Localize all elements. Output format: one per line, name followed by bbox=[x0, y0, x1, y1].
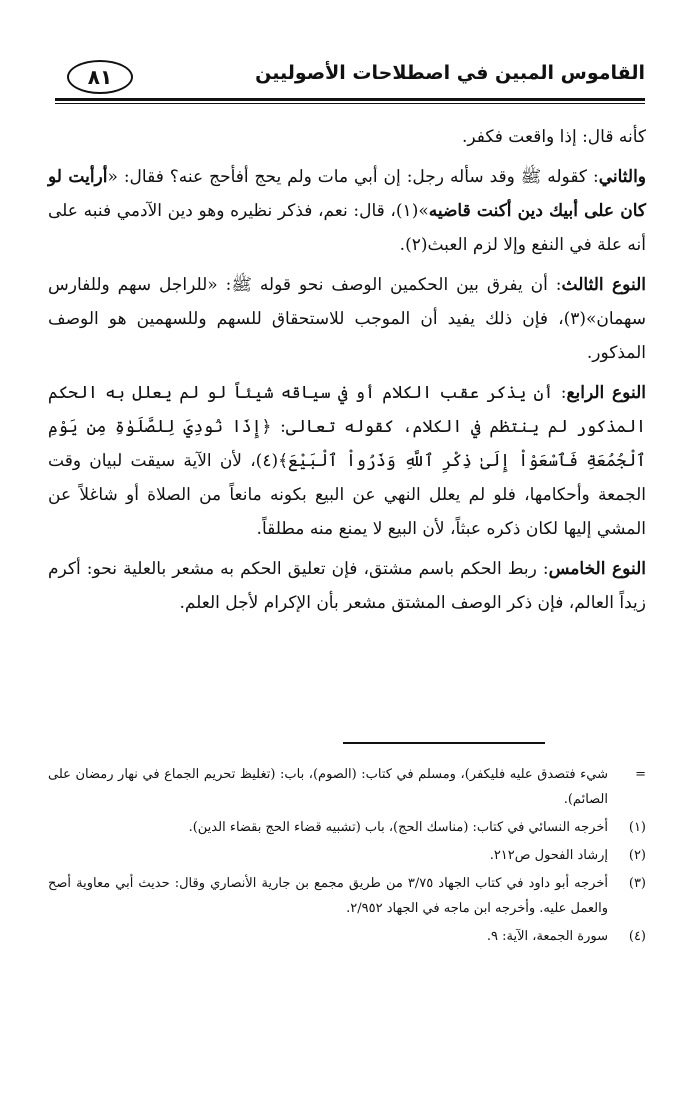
page-header bbox=[55, 58, 645, 98]
header-rule-thin bbox=[55, 103, 645, 104]
paragraph-lead: والثاني bbox=[598, 167, 647, 187]
book-title: القاموس المبين في اصطلاحات الأصوليين bbox=[255, 62, 645, 84]
footnote-item bbox=[48, 924, 646, 949]
paragraph-second bbox=[48, 160, 646, 262]
paragraph-type-four bbox=[48, 376, 646, 546]
paragraph-type-five bbox=[48, 552, 646, 620]
footnote-item bbox=[48, 871, 646, 921]
footnote-number: (٢) bbox=[628, 848, 646, 863]
hadith-quote: أرأيت لو كان على أبيك دين أكنت قاضيه bbox=[48, 167, 646, 221]
paragraph-text: : كقوله ﷺ وقد سأله رجل: إن أبي مات ولم يحج أفأحج عنه؟ فقال: « bbox=[107, 167, 599, 187]
footnote-item bbox=[48, 815, 646, 840]
paragraph-intro bbox=[48, 120, 646, 154]
paragraph-text: »(١)، قال: نعم، فذكر نظيره وهو دين الآدمي فنبه على أنه علة في النفع وإلا لزم العبث(٢). bbox=[48, 201, 646, 255]
footnote-text: إرشاد الفحول ص٢١٢. bbox=[489, 848, 608, 863]
paragraph-text: : ربط الحكم باسم مشتق، فإن تعليق الحكم به مشعر بالعلية نحو: أكرم زيداً العالم، فإن ذكر الوصف المشتق مشعر بأن الإكرام لأجل العلم. bbox=[48, 559, 646, 613]
paragraph-type-three bbox=[48, 268, 646, 370]
footnote-item bbox=[48, 762, 646, 812]
paragraph-lead: النوع الخامس bbox=[548, 559, 646, 579]
main-text bbox=[48, 120, 646, 626]
footnote-text: أخرجه النسائي في كتاب: (مناسك الحج)، باب (تشبيه قضاء الحج بقضاء الدين). bbox=[188, 820, 608, 835]
footnote-text: شيء فتصدق عليه فليكفر)، ومسلم في كتاب: (الصوم)، باب: (تغليظ تحريم الجماع في نهار رمضان على الصائم). bbox=[48, 767, 608, 807]
footnote-text: أخرجه أبو داود في كتاب الجهاد ٣/٧٥ من طريق مجمع بن جارية الأنصاري وقال: حديث أبي معاوية أصح والعمل عليه. وأخرجه ابن ماجه في الجهاد ٢/٩٥٢. bbox=[48, 876, 608, 916]
footnote-item bbox=[48, 843, 646, 868]
footnote-number: (٣) bbox=[628, 876, 646, 891]
paragraph-text: : أن يذكر عقب الكلام أو في سياقه شيئاً لو لم يعلل به الحكم المذكور لم ينتظم في الكلام، كقوله تعالى: ﴿إِذَا نُودِيَ لِلصَّلَوٰةِ مِن يَوْمِ ٱلْجُمُعَةِ فَٱسْعَوْاْ إِلَىٰ ذِكْرِ ٱللَّهِ وَذَرُواْ ٱلْبَيْعَ﴾(٤)، لأن الآية سيقت لبيان وقت الجمعة وأحكامها، فلو لم يعلل النهي عن البيع بكونه مانعاً من الصلاة أو شاغلاً عن المشي إليها لكان ذكره عبثاً، لأن البيع لا يمنع منه مطلقاً. bbox=[48, 383, 646, 539]
footnote-text: سورة الجمعة، الآية: ٩. bbox=[486, 929, 608, 944]
paragraph-text: كأنه قال: إذا واقعت فكفر. bbox=[462, 127, 646, 147]
paragraph-text: : أن يفرق بين الحكمين الوصف نحو قوله ﷺ: «للراجل سهم وللفارس سهمان»(٣)، فإن ذلك يفيد أن الموجب للاستحقاق للسهم وللسهمين هو الوصف المذكور. bbox=[48, 275, 646, 363]
footnote-number: (٤) bbox=[628, 929, 646, 944]
footnote-number: (١) bbox=[628, 820, 646, 835]
page-number bbox=[67, 60, 133, 94]
paragraph-lead: النوع الرابع bbox=[566, 383, 646, 403]
paragraph-lead: النوع الثالث bbox=[561, 275, 646, 295]
header-rule-thick bbox=[55, 98, 645, 101]
footnotes bbox=[48, 762, 646, 952]
footnote-number: = bbox=[635, 767, 646, 782]
footnote-separator bbox=[343, 742, 545, 744]
page-number-text: ٨١ bbox=[87, 65, 113, 89]
